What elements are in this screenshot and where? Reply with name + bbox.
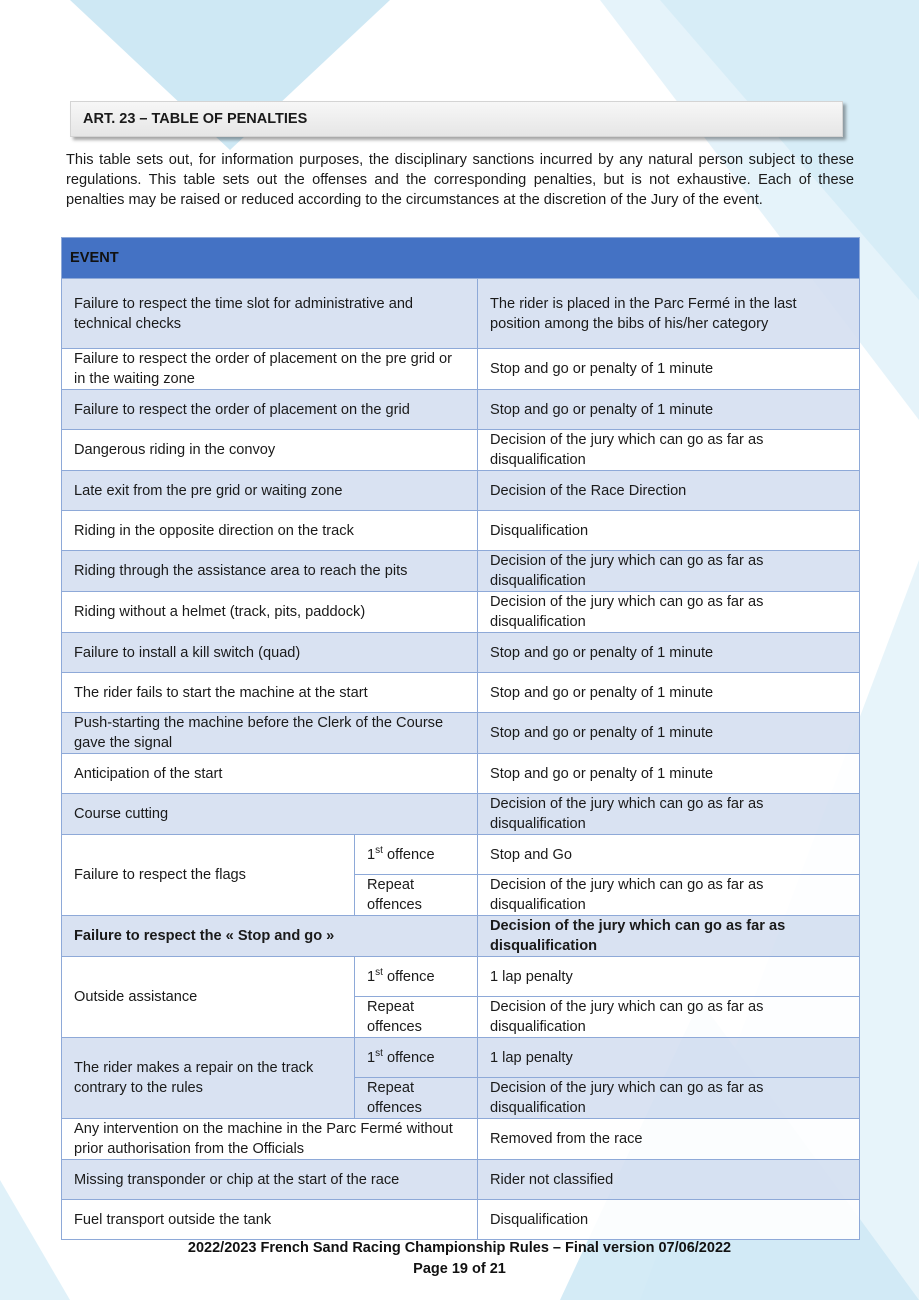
table-row: [62, 349, 860, 390]
penalty-cell: The rider is placed in the Parc Fermé in the last position among the bibs of his/her category: [478, 279, 860, 349]
table-row: [62, 916, 860, 957]
table-row: [62, 390, 860, 430]
penalty-cell: 1 lap penalty: [478, 957, 860, 997]
offence-ordinal: st: [375, 966, 383, 978]
offence-cell: [355, 957, 478, 997]
table-row: [62, 279, 860, 349]
penalty-cell: Disqualification: [478, 1200, 860, 1240]
event-cell: Any intervention on the machine in the Parc Fermé without prior authorisation from the Officials: [62, 1119, 478, 1160]
offence-number: 1: [367, 1049, 376, 1066]
event-cell: The rider fails to start the machine at the start: [62, 673, 478, 713]
event-cell: Riding without a helmet (track, pits, paddock): [62, 592, 478, 633]
event-cell: Late exit from the pre grid or waiting zone: [62, 471, 478, 511]
event-cell: Missing transponder or chip at the start of the race: [62, 1160, 478, 1200]
offence-cell: Repeat offences: [355, 875, 478, 916]
penalty-cell: Decision of the jury which can go as far as disqualification: [478, 794, 860, 835]
table-row: [62, 1160, 860, 1200]
penalty-cell: Decision of the Race Direction: [478, 471, 860, 511]
penalty-cell: Stop and go or penalty of 1 minute: [478, 349, 860, 390]
penalty-cell: Decision of the jury which can go as far as disqualification: [478, 997, 860, 1038]
table-row: [62, 713, 860, 754]
table-row: [62, 1200, 860, 1240]
event-cell: Anticipation of the start: [62, 754, 478, 794]
table-row: [62, 471, 860, 511]
offence-cell: [355, 1038, 478, 1078]
intro-paragraph: This table sets out, for information purposes, the disciplinary sanctions incurred by any natural person subject to these regulations. This table sets out the offenses and the corresponding penalties, but is not exhaustive. Each of these penalties may be raised or reduced according to the circumstances at the discretion of the Jury of the event.: [66, 152, 854, 208]
event-cell: Failure to respect the order of placement on the pre grid or in the waiting zone: [62, 349, 478, 390]
event-cell: Push-starting the machine before the Clerk of the Course gave the signal: [62, 713, 478, 754]
penalty-cell: Decision of the jury which can go as far as disqualification: [478, 592, 860, 633]
page-footer: [0, 1238, 919, 1280]
event-cell: Failure to respect the time slot for administrative and technical checks: [62, 279, 478, 349]
table-row: [62, 794, 860, 835]
penalty-cell: 1 lap penalty: [478, 1038, 860, 1078]
penalty-cell: Stop and go or penalty of 1 minute: [478, 713, 860, 754]
table-row: [62, 511, 860, 551]
table-row: [62, 633, 860, 673]
penalty-cell: Decision of the jury which can go as far as disqualification: [478, 916, 860, 957]
table-row: [62, 1119, 860, 1160]
offence-number: 1: [367, 968, 376, 985]
penalty-cell: Disqualification: [478, 511, 860, 551]
table-row: [62, 754, 860, 794]
event-cell: Failure to respect the flags: [62, 835, 355, 916]
penalty-cell: Stop and go or penalty of 1 minute: [478, 754, 860, 794]
penalties-table: [61, 237, 860, 1240]
table-header: EVENT: [62, 238, 860, 279]
penalty-cell: Removed from the race: [478, 1119, 860, 1160]
offence-cell: [355, 835, 478, 875]
penalty-cell: Decision of the jury which can go as far as disqualification: [478, 551, 860, 592]
table-header-row: [62, 238, 860, 279]
event-cell: Failure to install a kill switch (quad): [62, 633, 478, 673]
penalty-cell: Decision of the jury which can go as far as disqualification: [478, 875, 860, 916]
event-cell: Failure to respect the « Stop and go »: [62, 916, 478, 957]
event-cell: Riding through the assistance area to reach the pits: [62, 551, 478, 592]
table-row: [62, 957, 860, 997]
table-row: [62, 430, 860, 471]
offence-ordinal: st: [375, 1047, 383, 1059]
table-row: [62, 1038, 860, 1078]
penalty-cell: Stop and Go: [478, 835, 860, 875]
offence-cell: Repeat offences: [355, 997, 478, 1038]
offence-text: offence: [382, 968, 435, 985]
article-heading: ART. 23 – TABLE OF PENALTIES: [70, 101, 843, 137]
penalty-cell: Stop and go or penalty of 1 minute: [478, 390, 860, 430]
event-cell: Course cutting: [62, 794, 478, 835]
event-cell: Riding in the opposite direction on the track: [62, 511, 478, 551]
offence-cell: Repeat offences: [355, 1078, 478, 1119]
event-cell: Fuel transport outside the tank: [62, 1200, 478, 1240]
penalty-cell: Stop and go or penalty of 1 minute: [478, 633, 860, 673]
table-row: [62, 551, 860, 592]
offence-text: offence: [382, 1049, 435, 1066]
footer-title: 2022/2023 French Sand Racing Championship Rules – Final version 07/06/2022: [187, 1240, 732, 1256]
penalty-cell: Rider not classified: [478, 1160, 860, 1200]
penalty-cell: Decision of the jury which can go as far as disqualification: [478, 430, 860, 471]
offence-ordinal: st: [375, 844, 383, 856]
penalty-cell: Decision of the jury which can go as far as disqualification: [478, 1078, 860, 1119]
penalty-cell: Stop and go or penalty of 1 minute: [478, 673, 860, 713]
table-row: [62, 673, 860, 713]
offence-text: offence: [382, 846, 435, 863]
event-cell: Failure to respect the order of placement on the grid: [62, 390, 478, 430]
event-cell: Outside assistance: [62, 957, 355, 1038]
offence-number: 1: [367, 846, 376, 863]
event-cell: The rider makes a repair on the track contrary to the rules: [62, 1038, 355, 1119]
page-number: Page 19 of 21: [413, 1261, 506, 1277]
event-cell: Dangerous riding in the convoy: [62, 430, 478, 471]
table-row: [62, 835, 860, 875]
table-row: [62, 592, 860, 633]
